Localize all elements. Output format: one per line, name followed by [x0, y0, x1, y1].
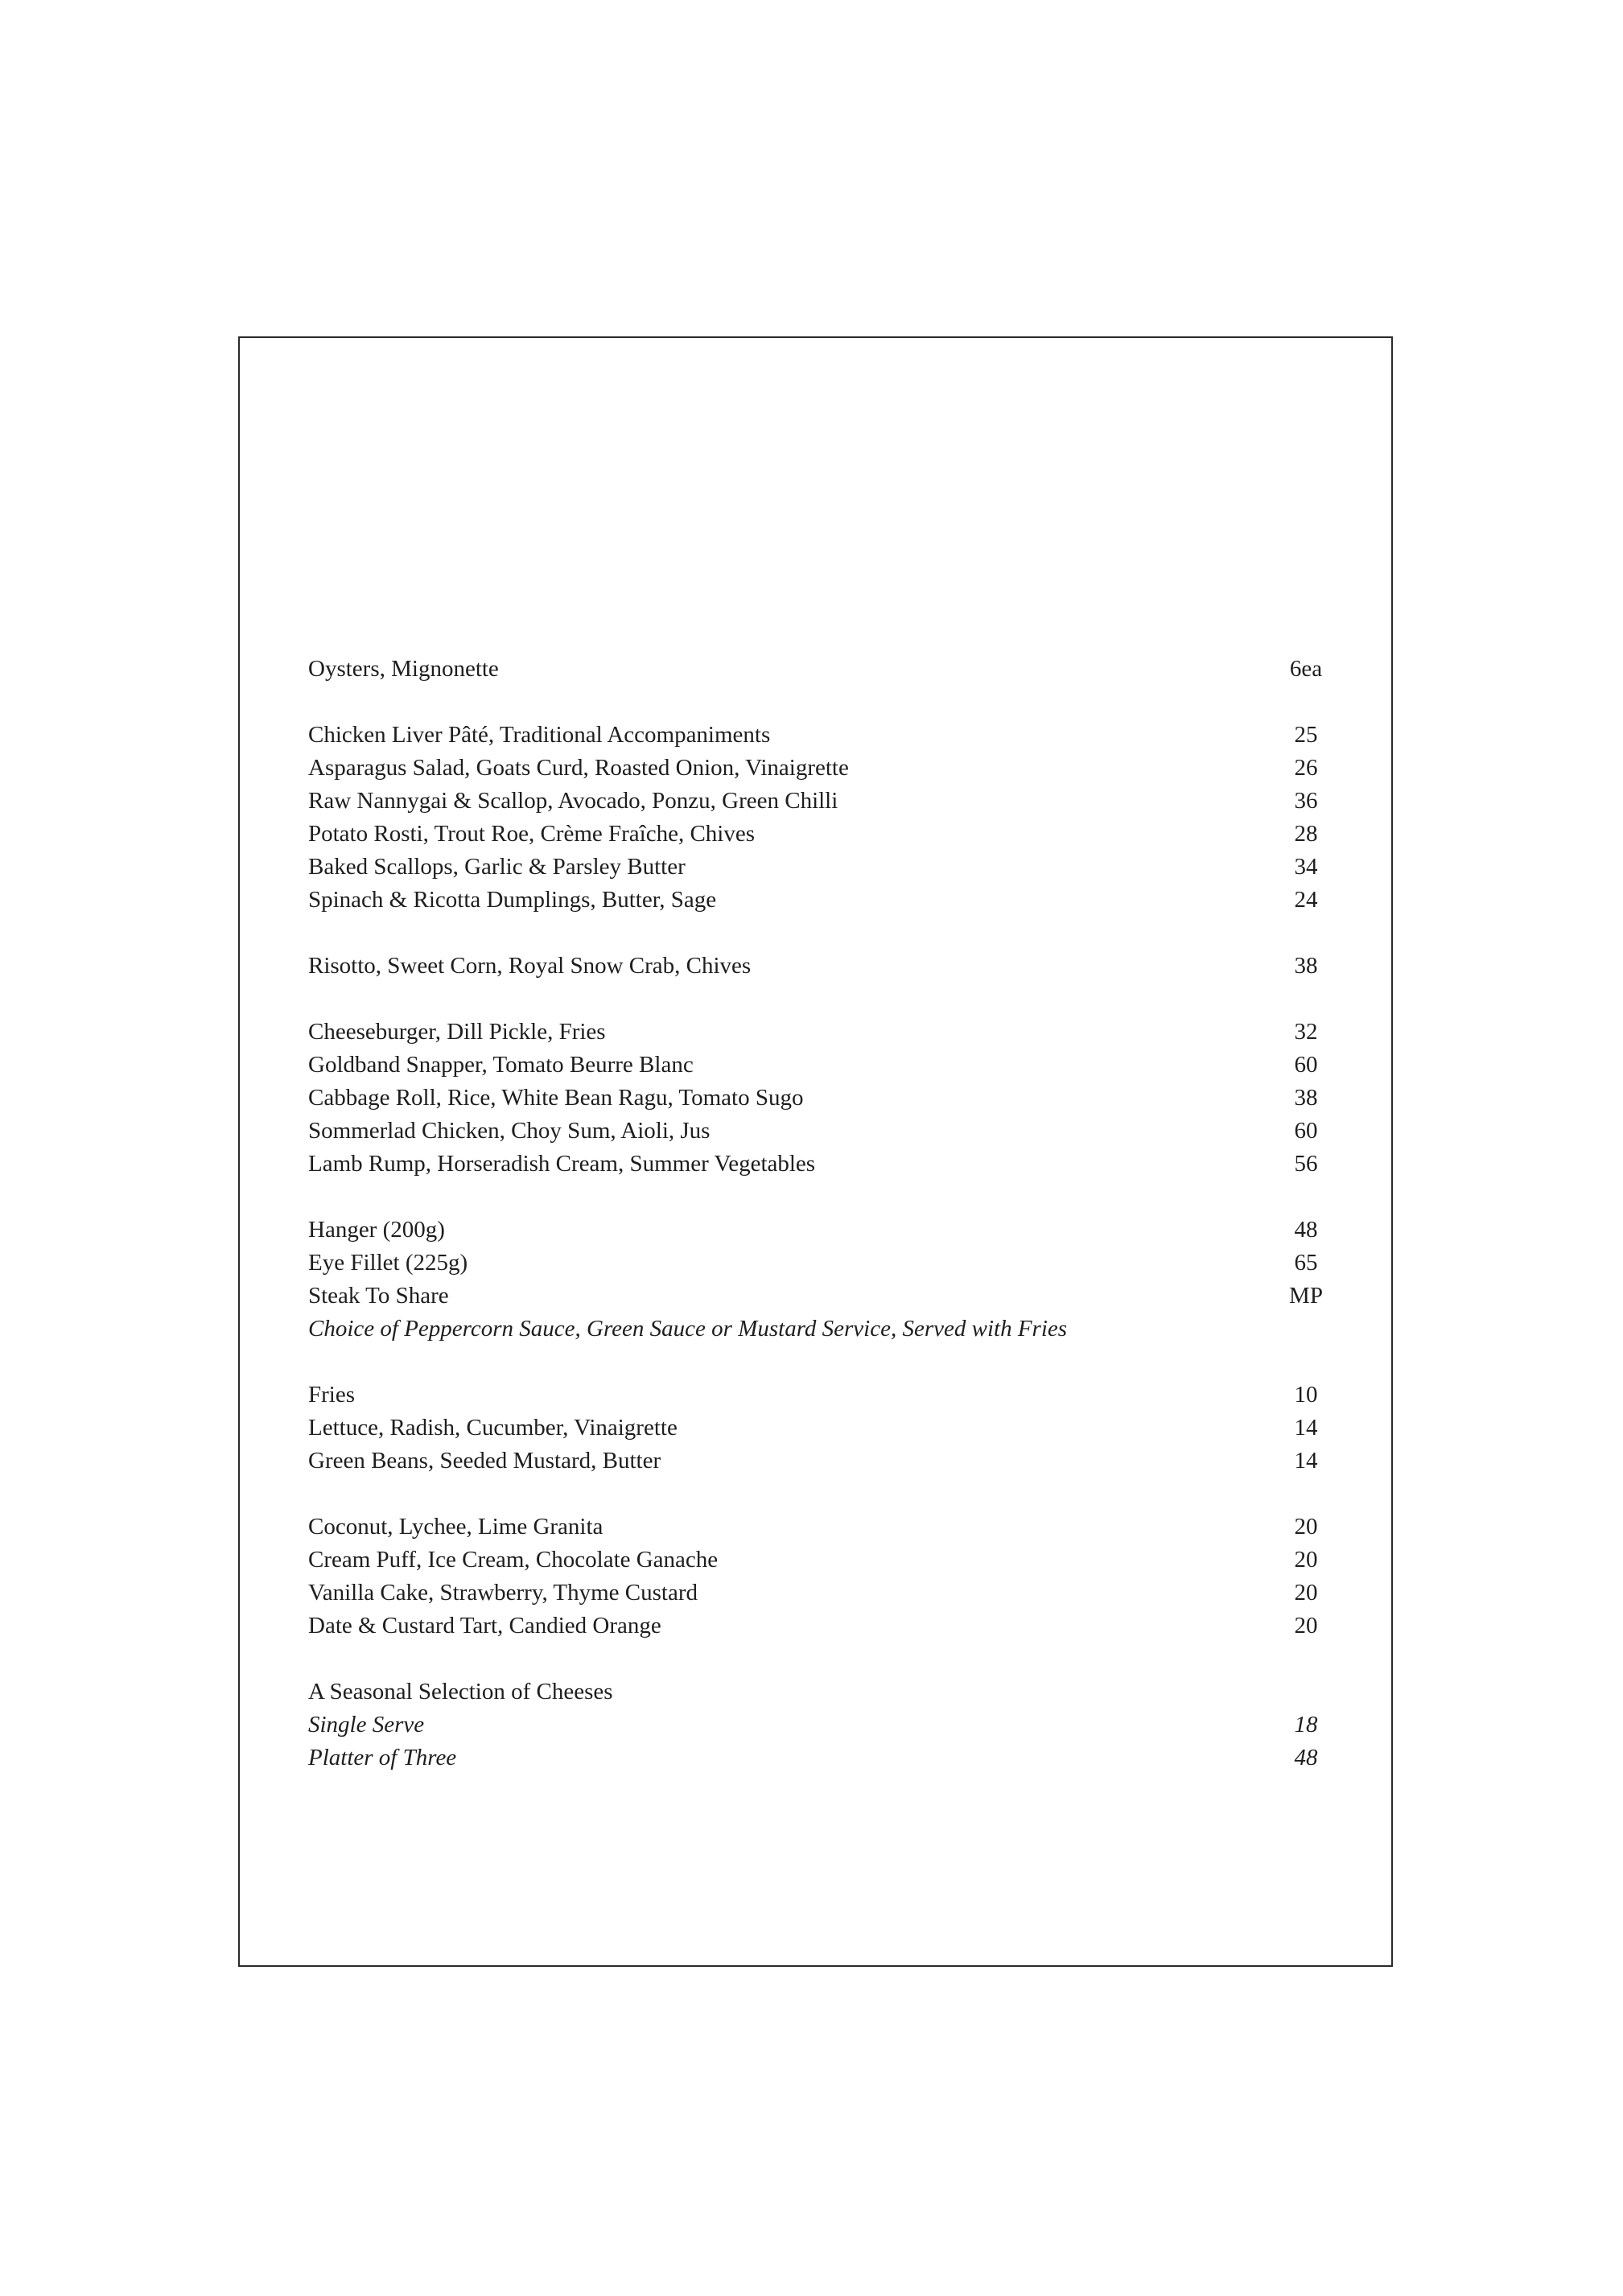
menu-body: [308, 653, 1338, 1775]
menu-item-price: 65: [1294, 1250, 1318, 1276]
section-spacer: [308, 1478, 1338, 1511]
section-spacer: [308, 686, 1338, 719]
menu-item: [308, 1313, 1338, 1346]
menu-item-price: 6ea: [1289, 656, 1323, 682]
menu-item-price: 10: [1294, 1382, 1318, 1408]
menu-item-price: 48: [1294, 1745, 1318, 1770]
menu-item-price: 20: [1294, 1514, 1318, 1540]
menu-item: [308, 1082, 1338, 1115]
menu-item-name: Potato Rosti, Trout Roe, Crème Fraîche, Chives: [308, 821, 756, 847]
section-spacer: [308, 917, 1338, 950]
menu-item-name: Platter of Three: [308, 1745, 457, 1770]
menu-section: [308, 1676, 1338, 1775]
menu-item-name: Chicken Liver Pâté, Traditional Accompaniments: [308, 722, 771, 748]
menu-item-price: 14: [1294, 1448, 1318, 1474]
menu-item: [308, 1247, 1338, 1280]
menu-item-price: MP: [1289, 1283, 1323, 1309]
menu-item-price: 18: [1294, 1712, 1318, 1737]
menu-item: [308, 818, 1338, 851]
menu-item-price: 20: [1294, 1547, 1318, 1573]
menu-item-name: Green Beans, Seeded Mustard, Butter: [308, 1448, 661, 1474]
menu-item-name: Fries: [308, 1382, 355, 1408]
menu-item-name: Raw Nannygai & Scallop, Avocado, Ponzu, Green Chilli: [308, 788, 838, 814]
menu-item-name: Coconut, Lychee, Lime Granita: [308, 1514, 603, 1540]
menu-item-name: Spinach & Ricotta Dumplings, Butter, Sage: [308, 887, 717, 913]
menu-item-name: Lamb Rump, Horseradish Cream, Summer Vegetables: [308, 1151, 816, 1177]
menu-item-price: 25: [1294, 722, 1318, 748]
menu-item-price: 24: [1294, 887, 1318, 913]
menu-section: [308, 719, 1338, 917]
menu-item-name: Goldband Snapper, Tomato Beurre Blanc: [308, 1052, 694, 1078]
menu-item-price: 26: [1294, 755, 1318, 781]
menu-item: [308, 1148, 1338, 1181]
menu-item-name: Cheeseburger, Dill Pickle, Fries: [308, 1019, 606, 1045]
menu-item-price: 36: [1294, 788, 1318, 814]
menu-item: [308, 1016, 1338, 1049]
menu-item-name: Risotto, Sweet Corn, Royal Snow Crab, Chives: [308, 953, 752, 979]
menu-section: [308, 1379, 1338, 1478]
menu-item: [308, 1511, 1338, 1544]
menu-item-name: Choice of Peppercorn Sauce, Green Sauce or Mustard Service, Served with Fries: [308, 1316, 1068, 1342]
menu-section: [308, 1214, 1338, 1346]
menu-item: [308, 1049, 1338, 1082]
menu-item-name: Steak To Share: [308, 1283, 449, 1309]
menu-item-name: Cabbage Roll, Rice, White Bean Ragu, Tomato Sugo: [308, 1085, 804, 1111]
menu-item: [308, 1544, 1338, 1577]
menu-item-name: Single Serve: [308, 1712, 425, 1737]
menu-item-name: Eye Fillet (225g): [308, 1250, 468, 1276]
menu-item-name: Sommerlad Chicken, Choy Sum, Aioli, Jus: [308, 1118, 711, 1144]
menu-section: [308, 1016, 1338, 1181]
section-spacer: [308, 983, 1338, 1016]
menu-item-name: Date & Custard Tart, Candied Orange: [308, 1613, 661, 1639]
menu-item: [308, 1214, 1338, 1247]
menu-item: [308, 1379, 1338, 1412]
menu-item-price: 60: [1294, 1118, 1318, 1144]
menu-item: [308, 1610, 1338, 1643]
menu-item-price: 56: [1294, 1151, 1318, 1177]
menu-item-price: 48: [1294, 1217, 1318, 1243]
menu-item: [308, 884, 1338, 917]
menu-item-name: Baked Scallops, Garlic & Parsley Butter: [308, 854, 686, 880]
menu-item-name: A Seasonal Selection of Cheeses: [308, 1679, 613, 1704]
menu-item: [308, 1115, 1338, 1148]
menu-item-price: 34: [1294, 854, 1318, 880]
menu-section: [308, 653, 1338, 686]
menu-item-name: Asparagus Salad, Goats Curd, Roasted Onion, Vinaigrette: [308, 755, 849, 781]
section-spacer: [308, 1346, 1338, 1379]
section-spacer: [308, 1643, 1338, 1676]
menu-item-name: Vanilla Cake, Strawberry, Thyme Custard: [308, 1580, 698, 1606]
menu-item: [308, 1709, 1338, 1742]
menu-item-price: 28: [1294, 821, 1318, 847]
menu-item-price: 60: [1294, 1052, 1318, 1078]
menu-item-price: 14: [1294, 1415, 1318, 1441]
menu-item: [308, 1445, 1338, 1478]
menu-item: [308, 719, 1338, 752]
menu-item: [308, 752, 1338, 785]
menu-item-price: 32: [1294, 1019, 1318, 1045]
menu-section: [308, 950, 1338, 983]
menu-item: [308, 950, 1338, 983]
menu-item: [308, 1676, 1338, 1709]
menu-item-name: Lettuce, Radish, Cucumber, Vinaigrette: [308, 1415, 678, 1441]
menu-item-name: Cream Puff, Ice Cream, Chocolate Ganache: [308, 1547, 719, 1573]
menu-item: [308, 851, 1338, 884]
menu-item-price: 38: [1294, 953, 1318, 979]
menu-item: [308, 785, 1338, 818]
section-spacer: [308, 1181, 1338, 1214]
menu-item: [308, 653, 1338, 686]
menu-item: [308, 1280, 1338, 1313]
menu-item-price: 20: [1294, 1580, 1318, 1606]
menu-item-price: 38: [1294, 1085, 1318, 1111]
menu-section: [308, 1511, 1338, 1643]
menu-item-price: 20: [1294, 1613, 1318, 1639]
menu-item: [308, 1742, 1338, 1775]
menu-item: [308, 1412, 1338, 1445]
menu-item-name: Hanger (200g): [308, 1217, 445, 1243]
menu-item: [308, 1577, 1338, 1610]
menu-item-name: Oysters, Mignonette: [308, 656, 499, 682]
